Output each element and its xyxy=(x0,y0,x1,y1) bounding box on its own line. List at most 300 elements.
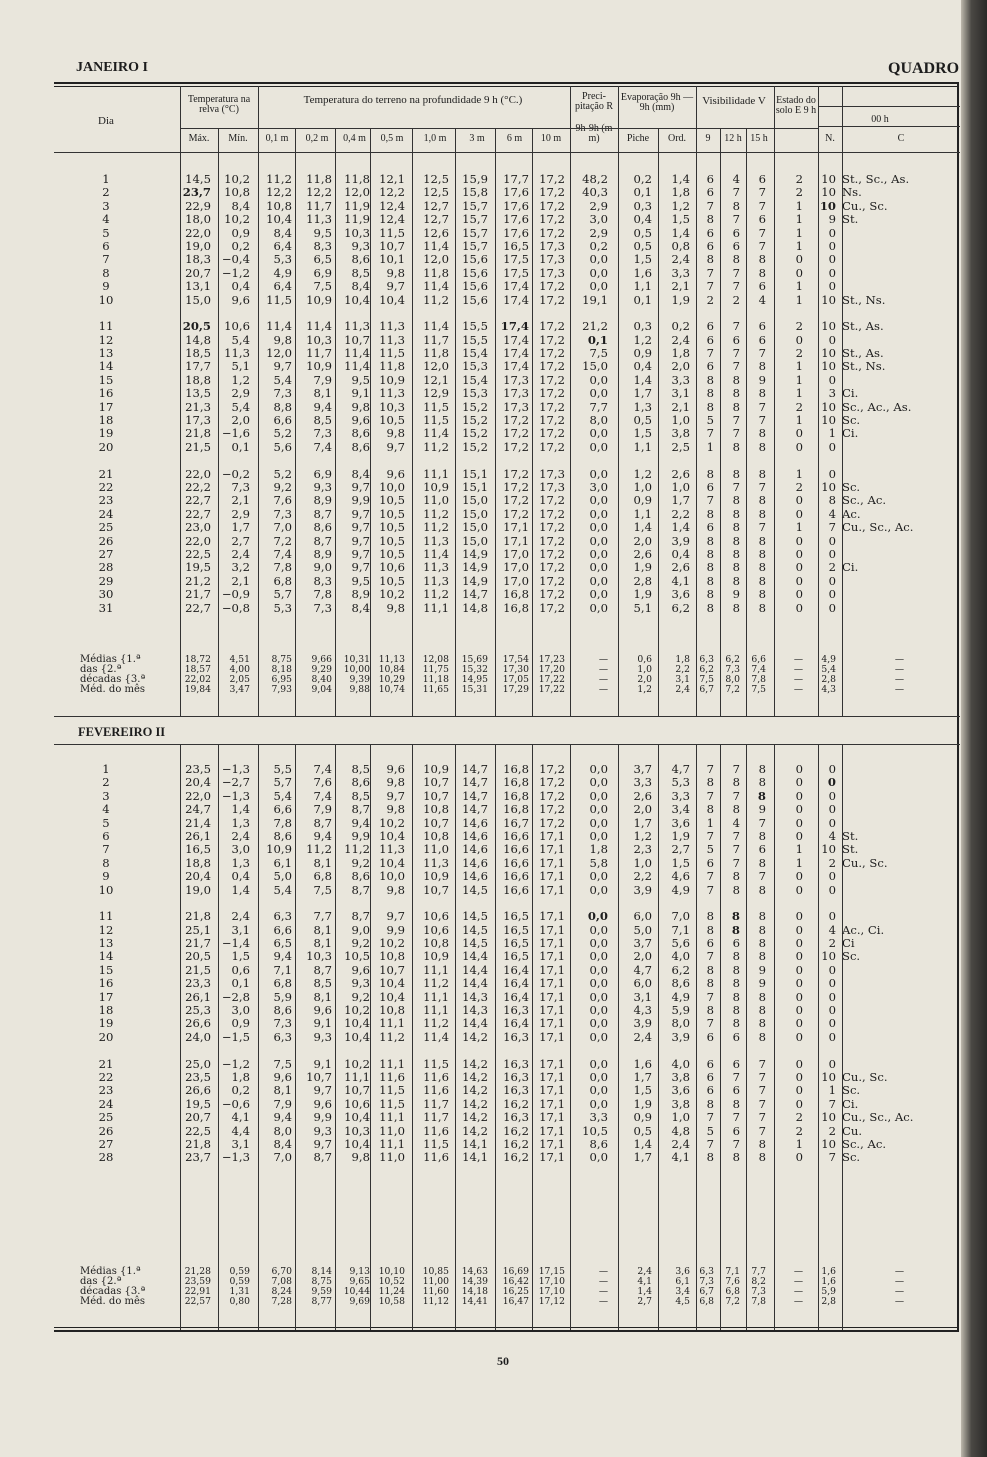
table-cell: 11,2 xyxy=(306,842,332,857)
table-row xyxy=(0,1004,987,1017)
table-cell: 8 xyxy=(732,399,740,414)
table-cell: 0 xyxy=(828,802,836,817)
table-cell: 2,7 xyxy=(671,842,690,857)
means-cell: 7,08 xyxy=(271,1276,292,1287)
table-cell: 26,6 xyxy=(185,1083,211,1098)
means-cell: — xyxy=(793,674,803,685)
table-cell: 8 xyxy=(758,882,766,897)
table-cell: 12,0 xyxy=(344,185,370,200)
table-cell: 9,8 xyxy=(386,600,405,615)
table-cell: 16,4 xyxy=(503,989,529,1004)
table-cell: 0,0 xyxy=(589,252,608,267)
table-cell: 15,4 xyxy=(462,372,488,387)
table-cell: 0 xyxy=(827,775,836,790)
table-cell: 17,3 xyxy=(539,238,565,253)
table-cell: 17,2 xyxy=(539,600,565,615)
table-cell: 3 xyxy=(102,198,110,213)
table-cell: 10,4 xyxy=(344,1016,370,1031)
table-cell: 10,7 xyxy=(423,775,449,790)
table-cell: 14,5 xyxy=(185,172,211,186)
table-cell: 16,4 xyxy=(503,976,529,991)
table-cell: 16,8 xyxy=(503,788,529,803)
means-cell: 6,3 xyxy=(699,1266,714,1277)
table-cell: 0,0 xyxy=(589,922,608,937)
table-cell: 15,0 xyxy=(462,520,488,535)
table-cell: 9,9 xyxy=(386,922,405,937)
table-cell: 0,1 xyxy=(633,292,652,307)
table-cell: 13,5 xyxy=(185,386,211,401)
table-cell: 16,6 xyxy=(503,882,529,897)
table-cell: −1,2 xyxy=(221,1056,250,1071)
table-cell: 7 xyxy=(758,225,766,240)
table-cell: 11,1 xyxy=(423,989,449,1004)
means-cell: 15,31 xyxy=(461,684,488,695)
means-cell: 6,3 xyxy=(699,654,714,665)
table-cell: 1,7 xyxy=(633,815,652,830)
table-cell: 7,5 xyxy=(273,1056,292,1071)
table-cell: 10,5 xyxy=(379,573,405,588)
table-cell: 7 xyxy=(706,493,714,508)
means-cell: 7,3 xyxy=(751,1286,766,1297)
table-cell: 17,2 xyxy=(539,573,565,588)
table-cell: 8,7 xyxy=(313,1150,332,1165)
table-cell: 0 xyxy=(828,962,836,977)
table-cell: 17,1 xyxy=(539,989,565,1004)
table-cell: 11,4 xyxy=(423,279,449,294)
table-cell: 10 xyxy=(821,1069,836,1084)
table-cell: 8,3 xyxy=(313,238,332,253)
table-cell: 1,8 xyxy=(671,185,690,200)
means-cell: — xyxy=(894,684,904,695)
table-cell: 11,3 xyxy=(423,560,449,575)
table-cell: 9 xyxy=(732,587,740,602)
table-cell: 14,5 xyxy=(462,936,488,951)
means-cell: 8,75 xyxy=(311,1276,332,1287)
means-cell: — xyxy=(598,674,608,685)
table-cell: 9,4 xyxy=(273,1110,292,1125)
col-00h: 00 h xyxy=(871,114,889,125)
table-cell: 17 xyxy=(98,399,114,414)
table-cell: 8 xyxy=(732,962,740,977)
table-cell: 8,1 xyxy=(273,1083,292,1098)
table-cell: 12,5 xyxy=(423,172,449,186)
means-cell: 21,28 xyxy=(184,1266,211,1277)
table-cell: 0 xyxy=(795,252,803,267)
table-cell: 6 xyxy=(732,936,740,951)
table-cell: 1,3 xyxy=(231,855,250,870)
table-cell: 8,9 xyxy=(351,587,370,602)
table-cell: 8 xyxy=(828,493,836,508)
table-cell: 2,4 xyxy=(633,1029,652,1044)
table-cell: 16,2 xyxy=(503,1150,529,1165)
table-cell: 0,0 xyxy=(589,1056,608,1071)
table-cell: 17,2 xyxy=(539,560,565,575)
table-cell: 8 xyxy=(732,466,740,481)
means-row xyxy=(0,655,987,665)
table-cell: 22,0 xyxy=(185,225,211,240)
table-cell: 6 xyxy=(706,332,714,347)
table-cell: 0 xyxy=(795,533,803,548)
table-cell: 2 xyxy=(795,1123,803,1138)
table-cell: 8,3 xyxy=(313,573,332,588)
table-cell: 17,6 xyxy=(503,212,529,227)
table-cell: 8 xyxy=(706,802,714,817)
table-row xyxy=(0,1111,987,1124)
table-cell: 7 xyxy=(732,185,740,200)
table-cell: 3 xyxy=(828,386,836,401)
table-cell: 8 xyxy=(732,520,740,535)
means-cell: 7,4 xyxy=(751,664,766,675)
table-cell: 15 xyxy=(98,372,114,387)
table-cell: 8 xyxy=(758,560,766,575)
table-cell: 8 xyxy=(706,372,714,387)
table-cell: 1,5 xyxy=(633,1083,652,1098)
table-cell: 9,6 xyxy=(351,413,370,428)
table-cell: 0,0 xyxy=(589,426,608,441)
table-cell: 0 xyxy=(828,869,836,884)
table-cell: −0,4 xyxy=(221,252,250,267)
means-cell: 8,18 xyxy=(271,664,292,675)
table-row xyxy=(0,280,987,293)
means-cell: — xyxy=(894,1286,904,1297)
table-cell: 0,9 xyxy=(633,346,652,361)
table-cell: 17,2 xyxy=(503,479,529,494)
table-cell: 9,1 xyxy=(351,386,370,401)
means-cell: 16,42 xyxy=(502,1276,529,1287)
table-cell: 0,0 xyxy=(589,520,608,535)
means-cell: — xyxy=(793,664,803,675)
table-cell: 8 xyxy=(758,775,766,790)
table-cell: 10,9 xyxy=(379,372,405,387)
table-cell: 17,1 xyxy=(539,1136,565,1151)
table-cell: 9,7 xyxy=(351,546,370,561)
means-cell: — xyxy=(598,664,608,675)
table-row xyxy=(0,253,987,266)
table-cell: 1,5 xyxy=(231,949,250,964)
table-cell: 10,7 xyxy=(423,882,449,897)
means-cell: 11,12 xyxy=(422,1296,449,1307)
table-cell: 12,0 xyxy=(423,252,449,267)
table-cell: 12 xyxy=(98,922,114,937)
means-cell: — xyxy=(793,684,803,695)
table-cell: 17,4 xyxy=(503,292,529,307)
table-cell: 3,4 xyxy=(671,802,690,817)
table-cell: 0 xyxy=(828,909,836,924)
table-cell: 9,5 xyxy=(351,573,370,588)
table-cell: 4,4 xyxy=(231,1123,250,1138)
table-cell: 7 xyxy=(732,265,740,280)
table-cell: 8,4 xyxy=(351,279,370,294)
table-cell: 5,4 xyxy=(231,399,250,414)
table-cell: 10,6 xyxy=(224,319,250,334)
table-cell: 1,1 xyxy=(633,439,652,454)
table-cell: 0,8 xyxy=(671,238,690,253)
table-cell: 2,4 xyxy=(671,332,690,347)
col-evap: Evaporação 9h — 9h (mm) xyxy=(620,92,694,113)
row-spacer xyxy=(0,454,987,467)
table-row xyxy=(0,347,987,360)
table-cell: 8 xyxy=(706,533,714,548)
table-cell: St., As. xyxy=(842,346,884,361)
table-cell: 0 xyxy=(828,573,836,588)
table-cell: 8 xyxy=(732,775,740,790)
table-cell: 3,9 xyxy=(633,1016,652,1031)
table-cell: 22,0 xyxy=(185,788,211,803)
table-cell: 8 xyxy=(758,493,766,508)
table-cell: 23,5 xyxy=(185,762,211,776)
table-cell: 10,3 xyxy=(344,1123,370,1138)
means-cell: 10,85 xyxy=(422,1266,449,1277)
table-cell: 29 xyxy=(98,573,114,588)
table-cell: 7,5 xyxy=(589,346,608,361)
table-cell: 1 xyxy=(795,238,803,253)
table-cell: 1,0 xyxy=(633,479,652,494)
table-cell: 8 xyxy=(758,1150,766,1165)
table-cell: 11,4 xyxy=(423,238,449,253)
table-cell: 11,8 xyxy=(423,265,449,280)
table-cell: 12,1 xyxy=(423,372,449,387)
table-cell: 11,2 xyxy=(344,842,370,857)
table-cell: Ac. xyxy=(842,506,861,521)
table-cell: 8 xyxy=(706,976,714,991)
means-cell: 17,05 xyxy=(502,674,529,685)
table-row xyxy=(0,575,987,588)
table-cell: 17,2 xyxy=(539,493,565,508)
table-cell: 8,4 xyxy=(231,198,250,213)
table-row xyxy=(0,535,987,548)
table-cell: 8 xyxy=(758,936,766,951)
table-cell: 8 xyxy=(732,1150,740,1165)
table-cell: 5,7 xyxy=(273,775,292,790)
table-cell: 3,0 xyxy=(231,842,250,857)
table-cell: 9,3 xyxy=(313,479,332,494)
table-cell: 11,8 xyxy=(344,172,370,186)
table-cell: 10 xyxy=(821,1136,836,1151)
table-cell: 8 xyxy=(758,587,766,602)
table-row xyxy=(0,334,987,347)
table-cell: 8 xyxy=(732,439,740,454)
table-cell: 11,1 xyxy=(423,962,449,977)
table-row xyxy=(0,870,987,883)
table-cell: 11,3 xyxy=(379,332,405,347)
table-cell: 0,9 xyxy=(231,1016,250,1031)
table-cell: 12,4 xyxy=(379,198,405,213)
table-cell: 0,5 xyxy=(633,225,652,240)
table-cell: 17,1 xyxy=(539,976,565,991)
table-cell: 5,0 xyxy=(633,922,652,937)
table-cell: 17,7 xyxy=(503,172,529,186)
table-cell: 12,1 xyxy=(379,172,405,186)
table-cell: 10,2 xyxy=(379,936,405,951)
table-row xyxy=(0,776,987,789)
table-cell: 3,0 xyxy=(589,479,608,494)
table-cell: 1,1 xyxy=(633,279,652,294)
table-cell: 1,0 xyxy=(671,1110,690,1125)
table-cell: 2 xyxy=(795,346,803,361)
table-row xyxy=(0,991,987,1004)
table-row xyxy=(0,1125,987,1138)
table-cell: 28 xyxy=(98,560,114,575)
table-cell: 8,7 xyxy=(313,962,332,977)
section-fevereiro xyxy=(0,763,987,1165)
table-cell: 12 xyxy=(98,332,114,347)
table-cell: 11,5 xyxy=(379,1096,405,1111)
col-max: Máx. xyxy=(188,133,210,144)
table-cell: −1,3 xyxy=(221,1150,250,1165)
table-cell: 9,6 xyxy=(386,466,405,481)
table-cell: 7 xyxy=(758,185,766,200)
table-cell: 7,7 xyxy=(313,909,332,924)
table-cell: 7,9 xyxy=(313,372,332,387)
means-label: Médias {1.ª xyxy=(80,1266,141,1277)
means-row xyxy=(0,1277,987,1287)
table-cell: 17 xyxy=(98,989,114,1004)
table-cell: 10,4 xyxy=(379,976,405,991)
table-cell: 17,1 xyxy=(539,828,565,843)
table-cell: 8 xyxy=(102,855,110,870)
table-cell: 1,0 xyxy=(633,855,652,870)
table-cell: 0,0 xyxy=(589,1016,608,1031)
table-cell: 17,1 xyxy=(539,1150,565,1165)
table-cell: 9,7 xyxy=(386,439,405,454)
means-cell: 6,2 xyxy=(699,664,714,675)
row-rule xyxy=(180,128,818,129)
means-cell: 9,29 xyxy=(311,664,332,675)
table-cell: 11,2 xyxy=(423,520,449,535)
table-cell: 9 xyxy=(758,372,766,387)
table-cell: 8,6 xyxy=(351,869,370,884)
table-cell: 8 xyxy=(706,212,714,227)
means-cell: 14,18 xyxy=(461,1286,488,1297)
table-row xyxy=(0,817,987,830)
table-cell: 7 xyxy=(732,855,740,870)
table-cell: 0,0 xyxy=(589,506,608,521)
table-cell: 6 xyxy=(758,842,766,857)
table-cell: 19 xyxy=(98,426,114,441)
table-cell: 6,8 xyxy=(273,573,292,588)
table-cell: 14,4 xyxy=(462,1016,488,1031)
table-cell: 30 xyxy=(98,587,114,602)
table-cell: 10 xyxy=(98,292,114,307)
table-cell: 16,2 xyxy=(503,1123,529,1138)
table-cell: 15,1 xyxy=(462,479,488,494)
table-cell: 0 xyxy=(795,909,803,924)
table-cell: 11,6 xyxy=(423,1123,449,1138)
means-cell: — xyxy=(894,1276,904,1287)
table-cell: 11,5 xyxy=(423,413,449,428)
table-cell: 0 xyxy=(795,560,803,575)
table-cell: 1 xyxy=(102,762,110,776)
col-precip: Preci- pitação R xyxy=(574,91,614,112)
means-cell: 17,20 xyxy=(538,664,565,675)
table-cell: 22,5 xyxy=(185,1123,211,1138)
table-cell: 2,2 xyxy=(671,506,690,521)
means-janeiro xyxy=(0,655,987,695)
table-cell: 17,1 xyxy=(539,1029,565,1044)
means-cell: 6,8 xyxy=(699,1296,714,1307)
means-cell: 11,60 xyxy=(422,1286,449,1297)
table-row xyxy=(0,588,987,601)
table-cell: 10,4 xyxy=(379,292,405,307)
table-cell: 3,3 xyxy=(671,788,690,803)
table-cell: 21,8 xyxy=(185,1136,211,1151)
table-cell: 6 xyxy=(706,936,714,951)
table-cell: 0 xyxy=(795,573,803,588)
table-cell: 16,3 xyxy=(503,1056,529,1071)
table-cell: 1,6 xyxy=(633,1056,652,1071)
table-cell: 19,1 xyxy=(582,292,608,307)
table-cell: 7 xyxy=(706,1136,714,1151)
table-cell: 0 xyxy=(795,815,803,830)
table-cell: 8,5 xyxy=(351,265,370,280)
table-cell: 15,3 xyxy=(462,359,488,374)
table-cell: 27 xyxy=(98,1136,114,1151)
table-cell: 8,0 xyxy=(273,1123,292,1138)
table-cell: −1,2 xyxy=(221,265,250,280)
table-cell: 11,5 xyxy=(423,1056,449,1071)
table-cell: 7 xyxy=(706,989,714,1004)
table-cell: 14,6 xyxy=(462,815,488,830)
table-cell: 23,0 xyxy=(185,520,211,535)
table-cell: 20,7 xyxy=(185,265,211,280)
table-cell: 17,3 xyxy=(503,386,529,401)
table-cell: 5,3 xyxy=(273,600,292,615)
table-cell: 6 xyxy=(102,828,110,843)
table-cell: Sc. xyxy=(842,949,861,964)
table-row xyxy=(0,213,987,226)
table-cell: 1 xyxy=(828,1083,836,1098)
quadro-header: QUADRO xyxy=(888,60,960,77)
means-cell: 9,88 xyxy=(349,684,370,695)
table-cell: 14,7 xyxy=(462,762,488,776)
table-cell: 17,1 xyxy=(539,855,565,870)
table-cell: 0,0 xyxy=(589,802,608,817)
table-cell: 8,6 xyxy=(351,439,370,454)
table-cell: 17,2 xyxy=(539,198,565,213)
table-cell: 22,2 xyxy=(185,479,211,494)
table-cell: 17,3 xyxy=(539,479,565,494)
table-cell: 17,2 xyxy=(503,506,529,521)
table-cell: 17,2 xyxy=(539,332,565,347)
table-cell: 0,0 xyxy=(589,936,608,951)
table-cell: 1,4 xyxy=(671,520,690,535)
means-cell: 4,5 xyxy=(675,1296,690,1307)
means-cell: — xyxy=(598,684,608,695)
table-cell: 10 xyxy=(821,949,836,964)
table-cell: 7 xyxy=(758,238,766,253)
table-cell: 17,1 xyxy=(539,1110,565,1125)
table-cell: 6 xyxy=(706,185,714,200)
table-cell: −0,8 xyxy=(221,600,250,615)
table-cell: 0,0 xyxy=(589,573,608,588)
table-cell: 9 xyxy=(102,869,110,884)
table-cell: 2 xyxy=(102,185,110,200)
table-cell: 6 xyxy=(706,520,714,535)
table-cell: Sc. xyxy=(842,1150,861,1165)
table-cell: 11,4 xyxy=(423,1029,449,1044)
table-cell: 8 xyxy=(732,560,740,575)
table-row xyxy=(0,374,987,387)
table-cell: 8 xyxy=(758,533,766,548)
month-header: JANEIRO I xyxy=(76,60,148,75)
table-cell: 6 xyxy=(706,319,714,334)
table-cell: 2,7 xyxy=(231,533,250,548)
table-cell: 0,3 xyxy=(633,198,652,213)
table-cell: 6 xyxy=(706,238,714,253)
table-cell: 7 xyxy=(706,828,714,843)
table-cell: 9 xyxy=(102,279,110,294)
table-cell: 0,2 xyxy=(231,1083,250,1098)
